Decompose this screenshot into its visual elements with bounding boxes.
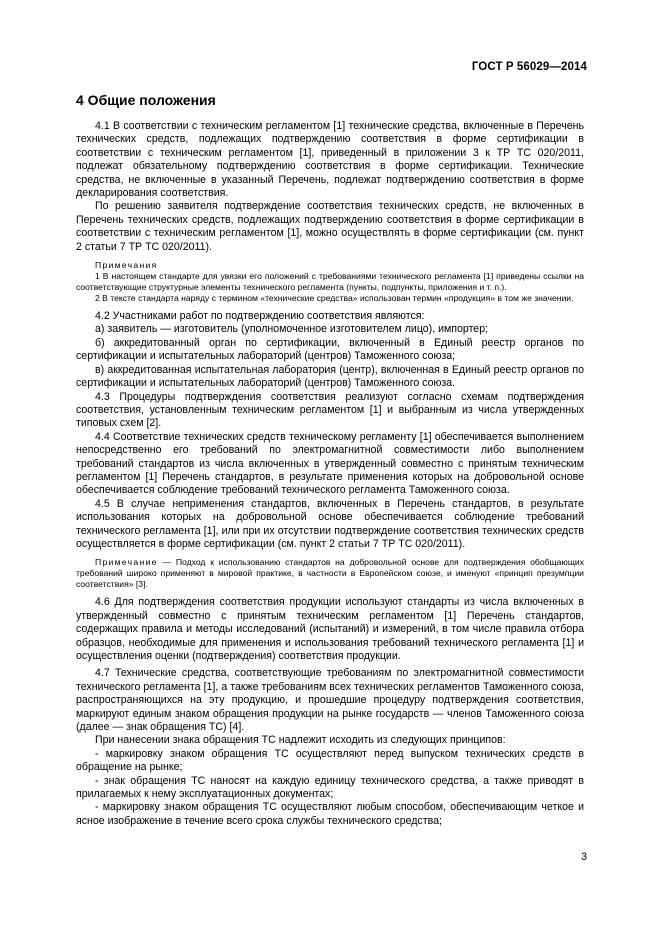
paragraph-4-2-a: а) заявитель — изготовитель (уполномоченное изготовителем лицо), импортер; [95, 323, 489, 336]
paragraph-4-2-c: в) аккредитованная испытательная лаборатория (центр), включенная в Единый реестр органов по сертификации и испытательных лабораторий (центров) Таможенного союза. [76, 363, 584, 390]
paragraph-4-4: 4.4 Соответствие технических средств техническому регламенту [1] обеспечивается выполнением непосредственно его требований по электромагнитной совместимости либо выполнением требований стандартов из числа включенных в утвержденный совместно с принятым техническим регламентом [1] Перечень стандартов, в результате применения которых на добровольной основе обеспечивается соблюдение требований технического регламента Таможенного союза. [76, 430, 584, 497]
note-2: 2 В тексте стандарта наряду с термином «технические средства» использован термин «продукция» в том же значении. [95, 293, 574, 304]
paragraph-4-6: 4.6 Для подтверждения соответствия продукции используют стандарты из числа включенных в утвержденный совместно с принятым техническим регламентом [1] Перечень стандартов, содержащих правила и методы исследований (испытаний) и измерений, в том числе правила отбора образцов, необходимые для применения и использования требований технического регламента [1] и осуществления оценки (подтверждения) соответствия продукции. [76, 596, 584, 662]
paragraph-4-2-b: б) аккредитованный орган по сертификации, включенный в Единый реестр органов по сертификации и испытательных лабораторий (центров) Таможенного союза; [76, 336, 584, 363]
paragraph-4-5: 4.5 В случае неприменения стандартов, включенных в Перечень стандартов, в результате использования которых на добровольной основе обеспечивается соблюдение требований технического регламента [1], или при их отсутствии подтверждение соответствия технических средств осуществляется в форме сертификации (см. пункт 2 статьи 7 ТР ТС 020/2011). [76, 497, 584, 550]
list-item-principle-1: - маркировку знаком обращения ТС осуществляют перед выпуском технических средств в обращение на рынке; [76, 747, 584, 774]
section-title: 4 Общие положения [76, 92, 216, 108]
notes-heading: Примечания [95, 260, 158, 271]
paragraph-4-7: 4.7 Технические средства, соответствующие требованиям по электромагнитной совместимости технического регламента [1], а также требованиям всех технических регламентов Таможенного союза, распространяющихся на эту продукцию, и прошедшие процедуру подтверждения соответствия, маркируют единым знаком обращения продукции на рынке государств — членов Таможенного союза (далее — знак обращения ТС) [4]. [76, 667, 584, 734]
note-label: Примечание [95, 557, 158, 568]
note-presumption [76, 557, 584, 590]
page-number: 3 [581, 851, 587, 863]
document-code: ГОСТ Р 56029—2014 [471, 61, 587, 73]
list-item-principle-2: - знак обращения ТС наносят на каждую единицу технического средства, а также приводят в прилагаемых к нему эксплуатационных документах; [76, 774, 584, 801]
paragraph-4-3: 4.3 Процедуры подтверждения соответствия реализуют согласно схемам подтверждения соответствия, установленным техническим регламентом [1] и выбранным из числа утвержденных типовых схем [2]. [76, 390, 584, 430]
paragraph-4-7-principles: При нанесении знака обращения ТС надлежит исходить из следующих принципов: [95, 734, 506, 747]
document-body [76, 120, 584, 828]
paragraph-4-2: 4.2 Участниками работ по подтверждению соответствия являются: [95, 310, 425, 323]
paragraph-4-1-continued: По решению заявителя подтверждение соответствия технических средств, не включенных в Перечень технических средств, подлежащих подтверждению соответствия в форме сертификации в соответствии с техническим регламентом [1], можно осуществлять в форме сертификации (см. пункт 2 статьи 7 ТР ТС 020/2011). [76, 200, 584, 253]
paragraph-4-1: 4.1 В соответствии с техническим регламентом [1] технические средства, включенные в Перечень технических средств, подлежащих подтверждению соответствия в форме сертификации в соответствии с техническим регламентом [1], приведенный в приложении 3 к ТР ТС 020/2011, подлежат обязательному подтверждению соответствия в форме сертификации. Технические средства, не включенные в указанный Перечень, подлежат подтверждению соответствия в форме декларирования соответствия. [76, 120, 584, 200]
note-text: — Подход к использованию стандартов на добровольной основе для подтверждения обобщающих требований широко применяют в мировой практике, в частности в Европейском союзе, и именуют «принцип презумпции соответствия» [3]. [76, 557, 584, 590]
list-item-principle-3: - маркировку знаком обращения ТС осуществляют любым способом, обеспечивающим четкое и ясное изображение в течение всего срока службы технического средства; [76, 801, 584, 827]
note-1: 1 В настоящем стандарте для увязки его положений с требованиями технического регламента [1] приведены ссылки на соответствующие структурные элементы технического регламента (пункты, подпункты, приложения и т. п.). [76, 271, 584, 293]
